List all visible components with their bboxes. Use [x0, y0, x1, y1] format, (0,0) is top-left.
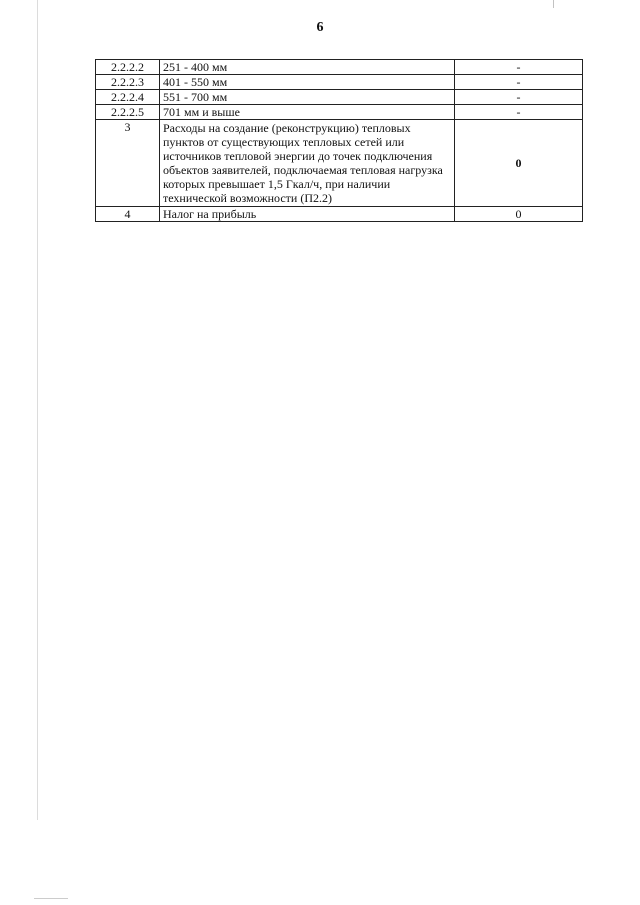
row-name: Расходы на создание (реконструкцию) тепловых пунктов от существующих тепловых сетей или источников тепловой энергии до точек подключения объектов заявителей, подключаемая тепловая нагрузка которых превышает 1,5 Гкал/ч, при наличии технической возможности (П2.2)	[160, 120, 455, 207]
row-name: Налог на прибыль	[160, 207, 455, 222]
scan-mark-left-edge	[37, 0, 38, 820]
row-code: 3	[96, 120, 160, 207]
page-number: 6	[316, 20, 324, 35]
row-code: 2.2.2.3	[96, 75, 160, 90]
tariff-table	[95, 59, 583, 222]
table-row	[96, 75, 583, 90]
row-value: 0	[455, 207, 583, 222]
row-value: 0	[455, 120, 583, 207]
row-code: 2.2.2.2	[96, 60, 160, 75]
scan-mark-top-right	[553, 0, 554, 8]
row-name: 701 мм и выше	[160, 105, 455, 120]
row-code: 2.2.2.4	[96, 90, 160, 105]
row-name: 401 - 550 мм	[160, 75, 455, 90]
table-row	[96, 120, 583, 207]
table-row	[96, 105, 583, 120]
row-name: 251 - 400 мм	[160, 60, 455, 75]
row-code: 4	[96, 207, 160, 222]
row-value: -	[455, 60, 583, 75]
scan-mark-bottom-left	[34, 898, 68, 899]
row-name: 551 - 700 мм	[160, 90, 455, 105]
row-value: -	[455, 90, 583, 105]
row-value: -	[455, 75, 583, 90]
table-row	[96, 60, 583, 75]
table-row	[96, 207, 583, 222]
row-value: -	[455, 105, 583, 120]
table-row	[96, 90, 583, 105]
row-code: 2.2.2.5	[96, 105, 160, 120]
